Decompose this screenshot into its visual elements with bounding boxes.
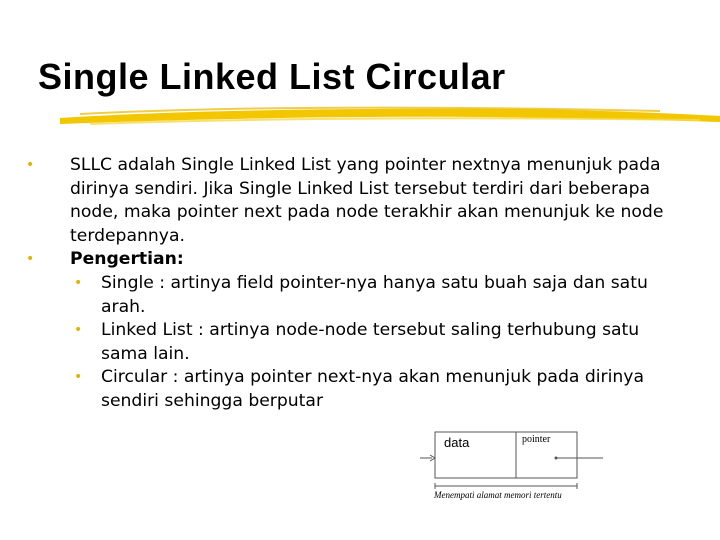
bullet-icon: • [26, 157, 35, 173]
sub-bullet-line: sendiri sehingga berputar [101, 390, 324, 411]
bullet-icon: • [26, 251, 35, 268]
bullet-icon: • [74, 274, 83, 291]
bullet-text: SLLC adalah Single Linked List yang pointer nextnya menunjuk pada dirinya sendiri. Jika Single Linked List tersebut terdiri dari beberapa node, maka pointer next pada node terakhir akan menunjuk ke node terdepannya. [70, 155, 664, 246]
bullet-icon: • [74, 369, 83, 386]
sub-bullet-item [26, 319, 696, 366]
title-underline [60, 100, 720, 130]
bullet-text: Pengertian: [70, 249, 184, 270]
pointer-dot [555, 457, 558, 460]
sub-bullet-line: arah. [101, 296, 146, 317]
sub-bullet-item [26, 272, 696, 319]
bullet-item [26, 154, 696, 248]
sub-bullet-line: sama lain. [101, 343, 190, 364]
sub-bullet-line: Linked List : artinya node-node tersebut saling terhubung satu [101, 320, 640, 341]
slide-title: Single Linked List Circular [38, 56, 506, 97]
diagram-caption: Menempati alamat memori tertentu [434, 490, 562, 500]
sub-bullet-item [26, 366, 696, 413]
pointer-field-label: pointer [522, 434, 551, 445]
sub-bullet-line: Circular : artinya pointer next-nya akan menunjuk pada dirinya [101, 367, 644, 388]
sub-bullet-line: Single : artinya field pointer-nya hanya satu buah saja dan satu [101, 272, 648, 293]
bullet-icon: • [74, 322, 83, 339]
bullet-item [26, 248, 696, 272]
data-field-label: data [444, 435, 470, 450]
slide-body [26, 154, 696, 414]
